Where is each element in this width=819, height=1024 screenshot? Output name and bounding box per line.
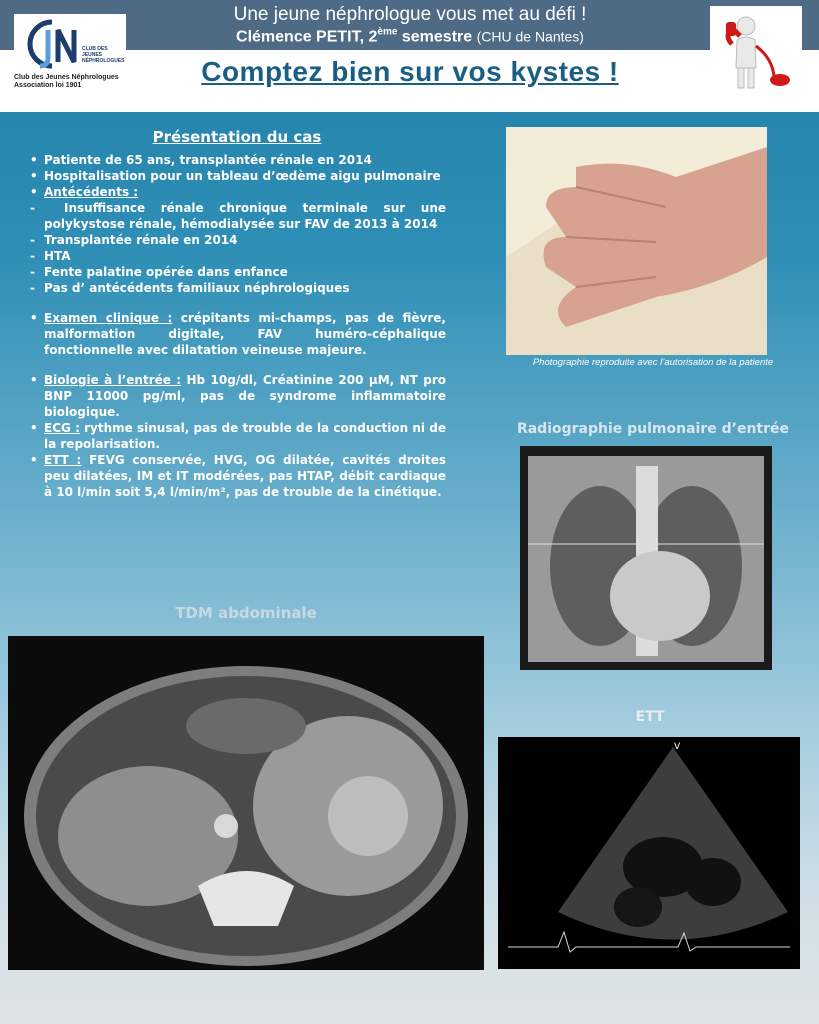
header-author bbox=[130, 27, 690, 46]
logo-club-name: CLUB DES JEUNES NÉPHROLOGUES bbox=[82, 46, 125, 64]
antecedent-irc: - Insuffisance rénale chronique terminale sur une polykystose rénale, hémodialysée sur FAV de 2013 à 2014 bbox=[28, 200, 446, 232]
ett-caption: ETT bbox=[635, 709, 665, 725]
case-item-patient: • Patiente de 65 ans, transplantée rénale en 2014 bbox=[28, 152, 446, 168]
author-semester: semestre bbox=[397, 28, 473, 46]
ett-echo-image bbox=[498, 737, 800, 969]
poster-title: Comptez bien sur vos kystes ! bbox=[201, 56, 619, 87]
logo-association: Club des Jeunes Néphrologues Association loi 1901 bbox=[14, 74, 119, 89]
case-presentation bbox=[28, 128, 446, 500]
ett-marker-v: V bbox=[674, 742, 681, 752]
case-exam: • Examen clinique : crépitants mi-champs, pas de fièvre, malformation digitale, FAV huméro-céphalique fonctionnelle avec dilatation veineuse majeure. bbox=[28, 310, 446, 358]
header-subtitle: Une jeune néphrologue vous met au défi ! bbox=[233, 4, 587, 25]
case-ett: • ETT : FEVG conservée, HVG, OG dilatée, cavités droites peu dilatées, IM et IT modérées, pas HTAP, débit cardiaque à 10 l/min soit 5,4 l/min/m², pas de trouble de la cinétique. bbox=[28, 452, 446, 500]
cjn-logo bbox=[14, 14, 126, 98]
case-title: Présentation du cas bbox=[152, 128, 322, 146]
antecedent-transplant: - Transplantée rénale en 2014 bbox=[28, 232, 446, 248]
author-sup: ème bbox=[377, 27, 398, 38]
case-biologie: • Biologie à l’entrée : Hb 10g/dl, Créatinine 200 µM, NT pro BNP 11000 pg/ml, pas de syndrome inflammatoire biologique. bbox=[28, 372, 446, 420]
author-name: Clémence PETIT, 2 bbox=[236, 28, 378, 46]
case-item-hospitalisation: • Hospitalisation pour un tableau d’œdème aigu pulmonaire bbox=[28, 168, 446, 184]
chest-xray-image bbox=[520, 446, 772, 670]
author-affiliation: (CHU de Nantes) bbox=[476, 28, 584, 45]
ct-abdominal-image bbox=[8, 636, 484, 970]
help-figure-icon bbox=[710, 6, 802, 98]
xray-caption: Radiographie pulmonaire d’entrée bbox=[516, 421, 790, 437]
ct-caption: TDM abdominale bbox=[175, 604, 317, 622]
cjn-logo-mark bbox=[22, 16, 82, 74]
photo-consent-note: Photographie reproduite avec l’autorisation de la patiente bbox=[532, 357, 774, 368]
case-antecedents-label: • Antécédents : bbox=[28, 184, 446, 200]
antecedent-familiaux: - Pas d’ antécédents familiaux néphrologiques bbox=[28, 280, 446, 296]
antecedent-hta: - HTA bbox=[28, 248, 446, 264]
hand-photo bbox=[506, 127, 767, 355]
poster-header bbox=[0, 0, 819, 112]
antecedent-fente: - Fente palatine opérée dans enfance bbox=[28, 264, 446, 280]
case-ecg: • ECG : rythme sinusal, pas de trouble de la conduction ni de la repolarisation. bbox=[28, 420, 446, 452]
